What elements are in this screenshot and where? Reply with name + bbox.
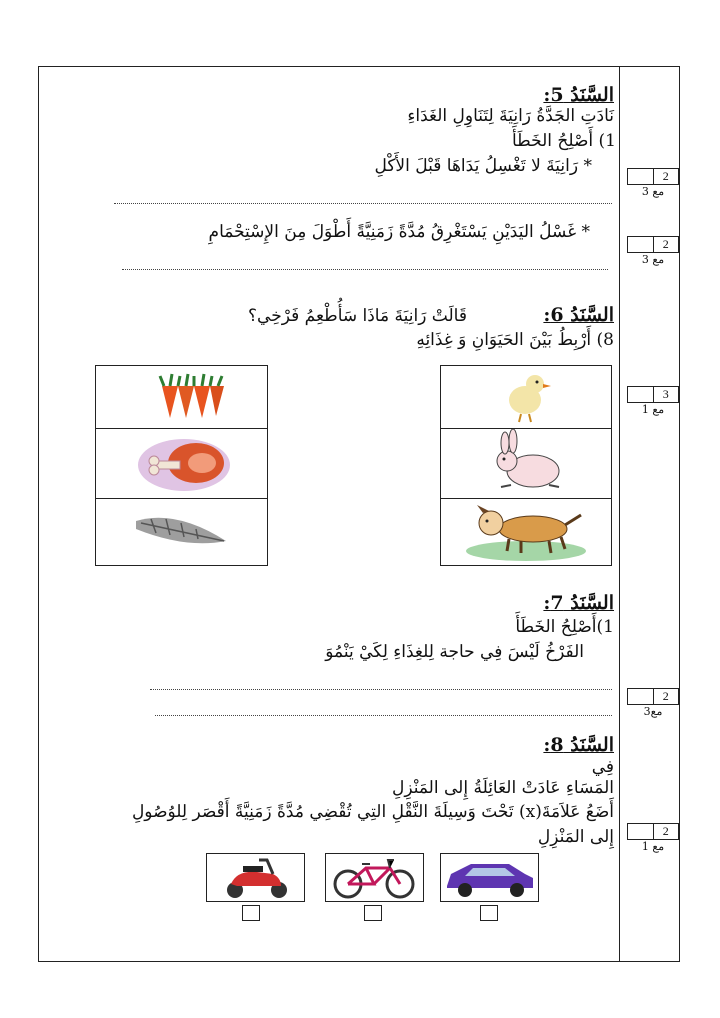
score-box: 2 xyxy=(627,688,679,705)
score-note: مع 3 xyxy=(641,253,665,266)
food-cell[interactable] xyxy=(96,428,267,499)
ham-icon xyxy=(96,429,267,499)
section-6-intro: قَالَتْ رَانِيَةَ مَاذَا سَأُطْعِمُ فَرْخِي؟ xyxy=(248,306,467,326)
vehicle-option-car xyxy=(440,853,539,902)
section-8-line-3: أَضَعُ عَلاَمَةَ(x) تَحْتَ وَسِيلَةَ النَّقْلِ التِي تُقْضِي مُدَّةً زَمَنِيَّةً أَقْصَر لِلوُصُولِ xyxy=(131,802,614,822)
rabbit-icon xyxy=(441,429,611,499)
score-note: مع 1 xyxy=(641,840,665,853)
animal-column xyxy=(440,365,612,566)
animal-cell[interactable] xyxy=(441,366,611,428)
bicycle-icon xyxy=(326,854,423,901)
score-box: 2 xyxy=(627,236,679,253)
chick-icon xyxy=(441,366,611,428)
food-cell[interactable] xyxy=(96,498,267,566)
dog-icon xyxy=(441,499,611,566)
food-column xyxy=(95,365,268,566)
section-8-line-2: المَسَاءِ عَادَتْ العَائِلَةُ إِلى المَنْزِلِ xyxy=(391,778,614,798)
answer-checkbox-bicycle[interactable] xyxy=(364,905,382,921)
animal-cell[interactable] xyxy=(441,498,611,566)
score-box: 2 xyxy=(627,168,679,185)
section-7-question: 1)أَصْلِحُ الخَطَأَ xyxy=(515,617,614,637)
score-box: 3 xyxy=(627,386,679,403)
scooter-icon xyxy=(207,854,304,901)
section-8-title: السَّنَدُ 8: xyxy=(543,734,614,756)
vehicle-option-scooter xyxy=(206,853,305,902)
section-5-statement-1: * رَانِيَةَ لا تَغْسِلُ يَدَاهَا قَبْلَ الأَكْلِ xyxy=(374,156,592,176)
animal-cell[interactable] xyxy=(441,428,611,499)
score-note: مع 1 xyxy=(641,403,665,416)
section-7-statement: الفَرْخُ لَيْسَ فِي حاجة لِلغِذَاءِ لِكَيْ يَنْمُوَ xyxy=(325,642,584,662)
wheat-icon xyxy=(96,499,267,566)
answer-line[interactable] xyxy=(114,203,612,204)
carrots-icon xyxy=(96,366,267,428)
section-8-line-4: إِلى المَنْزِلِ xyxy=(537,827,614,847)
section-5-intro: نَادَتِ الجَدَّةُ رَانِيَةَ لِتَنَاوِلِ الغَدَاءِ xyxy=(407,106,614,126)
section-6-title: السَّنَدُ 6: xyxy=(543,304,614,326)
section-5-statement-2: * غَسْلُ اليَدَيْنِ يَسْتَغْرِقُ مُدَّةً زَمَنِيَّةً أَطْوَلَ مِنَ الإِسْتِحْمَامِ xyxy=(208,222,590,242)
section-5-title: السَّنَدُ 5: xyxy=(543,84,614,106)
score-note: مع3 xyxy=(643,705,663,718)
score-note: مع 3 xyxy=(641,185,665,198)
score-column-divider xyxy=(619,66,620,962)
answer-line[interactable] xyxy=(150,689,612,690)
food-cell[interactable] xyxy=(96,366,267,428)
car-icon xyxy=(441,854,538,901)
section-6-question: 8) أَرْبِطُ بَيْنَ الحَيَوَانِ وَ غِذَائِهِ xyxy=(416,330,614,350)
section-7-title: السَّنَدُ 7: xyxy=(543,592,614,614)
section-8-line-1: فِي xyxy=(591,757,614,777)
answer-line[interactable] xyxy=(155,715,612,716)
score-box: 2 xyxy=(627,823,679,840)
answer-line[interactable] xyxy=(122,269,608,270)
vehicle-option-bicycle xyxy=(325,853,424,902)
answer-checkbox-scooter[interactable] xyxy=(242,905,260,921)
answer-checkbox-car[interactable] xyxy=(480,905,498,921)
section-5-question: 1) أَصْلِحُ الخَطَأَ xyxy=(511,131,616,151)
